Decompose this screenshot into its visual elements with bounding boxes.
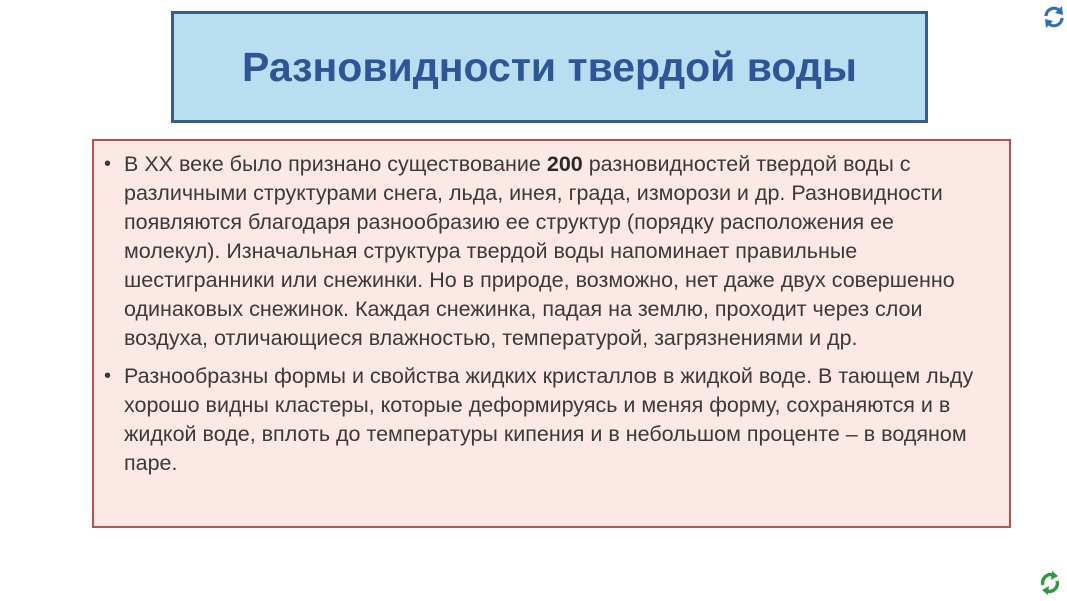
content-box: [92, 139, 1011, 528]
bullet-text-part: разновидностей твердой воды с различными структурами снега, льда, инея, града, изморози и др. Разновидности появляются благодаря разнообразию ее структур (порядку расположения ее молекул). Изначальная структура твердой воды напоминает правильные шестигранники или снежинки. Но в природе, возможно, нет даже двух совершенно одинаковых снежинок. Каждая снежинка, падая на землю, проходит через слои воздуха, отличающиеся влажностью, температурой, загрязнениями и др.: [124, 152, 955, 350]
bullet-point-icon: •: [104, 365, 112, 387]
bullet-item: [104, 150, 995, 353]
bullet-text-part: Разнообразны формы и свойства жидких кристаллов в жидкой воде. В тающем льду хорошо видны кластеры, которые деформируясь и меняя форму, сохраняются и в жидкой воде, вплоть до температуры кипения и в небольшом проценте – в водяном паре.: [124, 364, 974, 475]
title-box: [171, 11, 928, 123]
slide-title: Разновидности твердой воды: [242, 43, 857, 90]
bullet-text: [124, 362, 995, 478]
recycle-icon[interactable]: [1037, 570, 1063, 596]
bullet-highlight: 200: [546, 152, 583, 176]
bullet-text: [124, 150, 995, 353]
bullet-item: [104, 362, 995, 478]
refresh-arrows-icon[interactable]: [1041, 4, 1067, 30]
bullet-text-part: В XX веке было признано существование: [124, 152, 547, 176]
bullet-point-icon: •: [104, 153, 112, 175]
